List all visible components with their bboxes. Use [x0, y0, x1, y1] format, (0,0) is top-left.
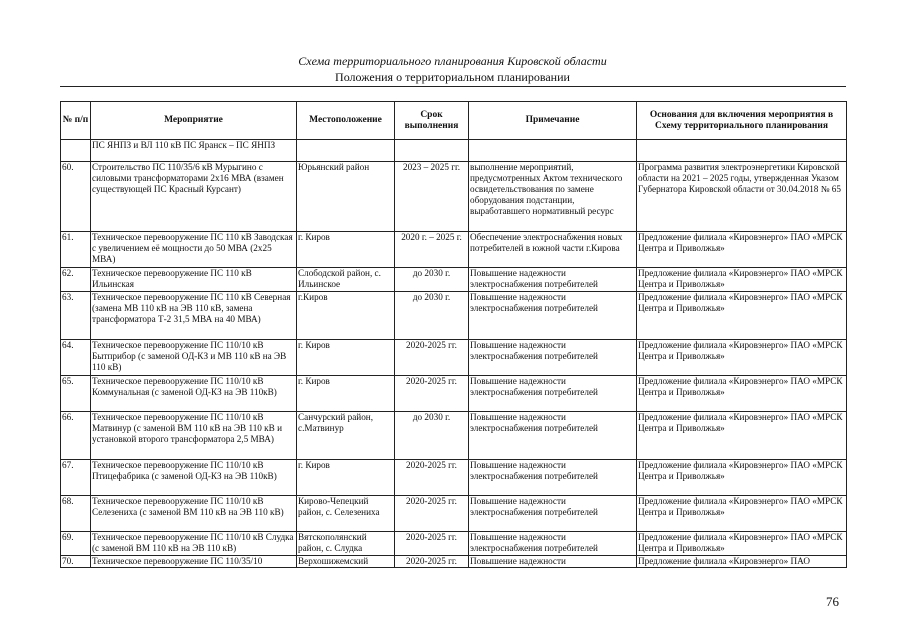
row-event: Техническое перевооружение ПС 110/10 кВ Слудка (с заменой ВМ 110 кВ на ЭВ 110 кВ): [91, 532, 297, 556]
row-note: выполнение мероприятий, предусмотренных Актом технического освидетельствования по замене оборудования подстанции, выработавшего нормативный ресурс: [469, 162, 637, 232]
row-note: Повышение надежности электроснабжения потребителей: [469, 268, 637, 292]
row-number: 68.: [61, 496, 91, 532]
row-event: Техническое перевооружение ПС 110/35/10: [91, 556, 297, 568]
table-row: [61, 556, 847, 568]
row-term: [395, 140, 469, 162]
row-note: Повышение надежности электроснабжения потребителей: [469, 496, 637, 532]
row-note: Повышение надежности электроснабжения потребителей: [469, 412, 637, 460]
row-location: г. Киров: [297, 232, 395, 268]
row-term: 2020 г. – 2025 г.: [395, 232, 469, 268]
document-subtitle: Положения о территориальном планировании: [335, 70, 570, 84]
table-row: [61, 460, 847, 496]
row-term: 2020-2025 гг.: [395, 556, 469, 568]
row-term: 2023 – 2025 гг.: [395, 162, 469, 232]
row-term: 2020-2025 гг.: [395, 376, 469, 412]
row-location: г.Киров: [297, 292, 395, 340]
row-term: 2020-2025 гг.: [395, 496, 469, 532]
row-term: 2020-2025 гг.: [395, 460, 469, 496]
row-location: Юрьянский район: [297, 162, 395, 232]
row-event: Техническое перевооружение ПС 110 кВ Заводская с увеличением её мощности до 50 МВА (2х25 МВА): [91, 232, 297, 268]
row-note: Повышение надежности электроснабжения потребителей: [469, 460, 637, 496]
table-row: [61, 140, 847, 162]
row-note: Повышение надежности электроснабжения потребителей: [469, 340, 637, 376]
document-title: Схема территориального планирования Кировской области: [298, 54, 607, 68]
col-header-note: Примечание: [469, 102, 637, 140]
row-term: до 2030 г.: [395, 412, 469, 460]
row-number: 62.: [61, 268, 91, 292]
col-header-term: Срок выполнения: [395, 102, 469, 140]
row-location: г. Киров: [297, 376, 395, 412]
row-event: Техническое перевооружение ПС 110/10 кВ Бытприбор (с заменой ОД-КЗ и МВ 110 кВ на ЭВ 110 кВ): [91, 340, 297, 376]
row-location: Вятскополянский район, с. Слудка: [297, 532, 395, 556]
row-event: Техническое перевооружение ПС 110/10 кВ Матвинур (с заменой ВМ 110 кВ на ЭВ 110 кВ и установкой второго трансформатора 2,5 МВА): [91, 412, 297, 460]
measures-table: [60, 101, 847, 568]
row-basis: Предложение филиала «Кировэнерго» ПАО «МРСК Центра и Приволжья»: [637, 460, 847, 496]
row-basis: Предложение филиала «Кировэнерго» ПАО «МРСК Центра и Приволжья»: [637, 292, 847, 340]
row-location: [297, 140, 395, 162]
table-row: [61, 232, 847, 268]
row-basis: Предложение филиала «Кировэнерго» ПАО «МРСК Центра и Приволжья»: [637, 496, 847, 532]
col-header-event: Мероприятие: [91, 102, 297, 140]
row-basis: Программа развития электроэнергетики Кировской области на 2021 – 2025 годы, утвержденная Указом Губернатора Кировской области от 30.04.2018 № 65: [637, 162, 847, 232]
table-row: [61, 496, 847, 532]
table-header-row: [61, 102, 847, 140]
row-number: 60.: [61, 162, 91, 232]
row-number: 64.: [61, 340, 91, 376]
col-header-number: № п/п: [61, 102, 91, 140]
row-basis: Предложение филиала «Кировэнерго» ПАО «МРСК Центра и Приволжья»: [637, 232, 847, 268]
header-rule: [60, 86, 846, 87]
row-note: Повышение надежности электроснабжения потребителей: [469, 376, 637, 412]
table-row: [61, 340, 847, 376]
col-header-location: Местоположение: [297, 102, 395, 140]
row-basis: Предложение филиала «Кировэнерго» ПАО: [637, 556, 847, 568]
row-number: [61, 140, 91, 162]
row-number: 70.: [61, 556, 91, 568]
row-basis: Предложение филиала «Кировэнерго» ПАО «МРСК Центра и Приволжья»: [637, 376, 847, 412]
row-note: Повышение надежности: [469, 556, 637, 568]
row-basis: Предложение филиала «Кировэнерго» ПАО «МРСК Центра и Приволжья»: [637, 412, 847, 460]
table-row: [61, 162, 847, 232]
col-header-basis: Основания для включения мероприятия в Схему территориального планирования: [637, 102, 847, 140]
row-basis: Предложение филиала «Кировэнерго» ПАО «МРСК Центра и Приволжья»: [637, 532, 847, 556]
row-note: [469, 140, 637, 162]
row-number: 65.: [61, 376, 91, 412]
page-number: 76: [826, 594, 839, 609]
row-location: Кирово-Чепецкий район, с. Селезениха: [297, 496, 395, 532]
row-location: Верхошижемский: [297, 556, 395, 568]
row-event: ПС ЯНПЗ и ВЛ 110 кВ ПС Яранск – ПС ЯНПЗ: [91, 140, 297, 162]
row-number: 66.: [61, 412, 91, 460]
table-row: [61, 532, 847, 556]
row-event: Техническое перевооружение ПС 110 кВ Ильинская: [91, 268, 297, 292]
row-number: 69.: [61, 532, 91, 556]
row-number: 67.: [61, 460, 91, 496]
row-event: Техническое перевооружение ПС 110/10 кВ Коммунальная (с заменой ОД-КЗ на ЭВ 110кВ): [91, 376, 297, 412]
row-note: Обеспечение электроснабжения новых потребителей в южной части г.Кирова: [469, 232, 637, 268]
row-location: Слободской район, с. Ильинское: [297, 268, 395, 292]
row-event: Строительство ПС 110/35/6 кВ Мурыгино с силовыми трансформаторами 2х16 МВА (взамен существующей ПС Красный Курсант): [91, 162, 297, 232]
row-term: до 2030 г.: [395, 268, 469, 292]
row-term: 2020-2025 гг.: [395, 340, 469, 376]
table-row: [61, 412, 847, 460]
row-event: Техническое перевооружение ПС 110/10 кВ Селезениха (с заменой ВМ 110 кВ на ЭВ 110 кВ): [91, 496, 297, 532]
table-row: [61, 268, 847, 292]
row-number: 61.: [61, 232, 91, 268]
row-event: Техническое перевооружение ПС 110/10 кВ Птицефабрика (с заменой ОД-КЗ на ЭВ 110кВ): [91, 460, 297, 496]
row-term: 2020-2025 гг.: [395, 532, 469, 556]
row-basis: [637, 140, 847, 162]
table-row: [61, 292, 847, 340]
row-location: Санчурский район, с.Матвинур: [297, 412, 395, 460]
row-number: 63.: [61, 292, 91, 340]
row-note: Повышение надежности электроснабжения потребителей: [469, 292, 637, 340]
row-location: г. Киров: [297, 460, 395, 496]
row-basis: Предложение филиала «Кировэнерго» ПАО «МРСК Центра и Приволжья»: [637, 340, 847, 376]
row-location: г. Киров: [297, 340, 395, 376]
row-note: Повышение надежности электроснабжения потребителей: [469, 532, 637, 556]
row-basis: Предложение филиала «Кировэнерго» ПАО «МРСК Центра и Приволжья»: [637, 268, 847, 292]
table-row: [61, 376, 847, 412]
row-term: до 2030 г.: [395, 292, 469, 340]
row-event: Техническое перевооружение ПС 110 кВ Северная (замена МВ 110 кВ на ЭВ 110 кВ, замена трансформатора Т-2 31,5 МВА на 40 МВА): [91, 292, 297, 340]
